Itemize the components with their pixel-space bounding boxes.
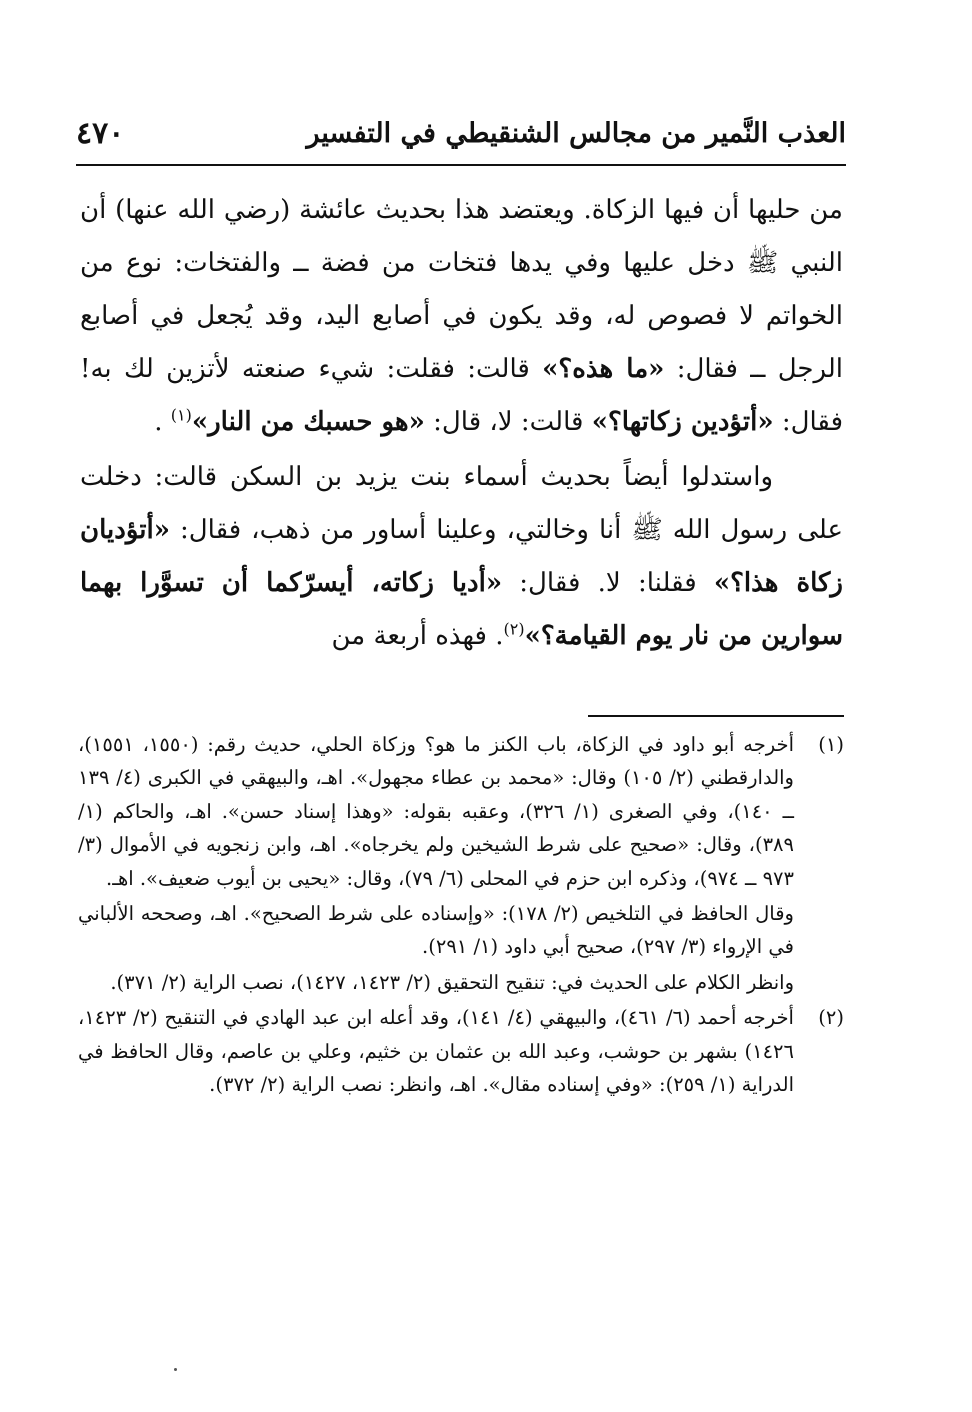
book-title: العذب النَّمير من مجالس الشنقيطي في التفسير: [306, 118, 846, 149]
footnote-text: وقال الحافظ في التلخيص (٢/ ١٧٨): «وإسناده على شرط الصحيح». اهـ، وصححه الألباني في الإرواء (٣/ ٢٩٧)، صحيح أبي داود (١/ ٢٩١).: [78, 902, 794, 959]
paragraph-1-end: .: [154, 407, 171, 437]
footnote-1: [78, 728, 844, 999]
footnote-text: وانظر الكلام على الحديث في: تنقيح التحقيق (٢/ ١٤٢٣، ١٤٢٧)، نصب الراية (٢/ ٣٧١).: [110, 970, 794, 994]
page-number: ٤٧٠: [76, 116, 125, 151]
footnote-number: (٢): [818, 1006, 844, 1030]
hadith-quote: «أتؤديان زكاة هذا؟»: [80, 515, 843, 598]
paragraph-2: [80, 451, 843, 663]
header-rule: [76, 164, 846, 166]
hadith-quote: «أتؤدين زكاتها؟»: [591, 407, 774, 437]
hadith-quote: «ما هذه؟»: [542, 354, 665, 384]
footnote-separator: [588, 715, 844, 717]
footnote-ref-1[interactable]: (١): [170, 405, 192, 425]
scan-speck: [174, 1368, 177, 1371]
footnote-body: [78, 1001, 794, 1101]
paragraph-1-text-c: قالت: لا، قال:: [424, 407, 592, 437]
running-header: [76, 112, 846, 164]
footnote-text: أخرجه أحمد (٦/ ٤٦١)، والبيهقي (٤/ ١٤١)، وقد أعله ابن عبد الهادي في التنقيح (٢/ ١٤٢٣، ١٤٢٦) بشهر بن حوشب، وعبد الله بن عثمان بن خثيم، وعلي بن عاصم، وقال الحافظ في الدراية (١/ ٢٥٩): «وفي إسناده مقال». اهـ، وانظر: نصب الراية (٢/ ٣٧٢).: [78, 1006, 794, 1097]
paragraph-2-text-a: واستدلوا أيضاً بحديث أسماء بنت يزيد بن السكن قالت: دخلت على رسول الله ﷺ أنا وخالتي، وعلينا أساور من ذهب، فقال:: [80, 462, 843, 545]
paragraph-1-text-b: قالت: فقلت: شيء صنعته لأتزين لك به! فقال:: [80, 354, 843, 437]
footnote-body: [78, 728, 794, 999]
footnote-ref-2[interactable]: (٢): [503, 619, 525, 639]
paragraph-1-text-a: من حليها أن فيها الزكاة. ويعتضد هذا بحديث عائشة (رضي الله عنها) أن النبي ﷺ دخل عليها وفي يدها فتخات من فضة ــ والفتخات: نوع من الخواتم لا فصوص له، وقد يكون في أصابع اليد، وقد يُجعل في أصابع الرجل ــ فقال:: [80, 195, 844, 384]
footnote-text: أخرجه أبو داود في الزكاة، باب الكنز ما هو؟ وزكاة الحلي، حديث رقم: (١٥٥٠، ١٥٥١)، والدارقطني (٢/ ١٠٥) وقال: «محمد بن عطاء مجهول». اهـ، والبيهقي في الكبرى (٤/ ١٣٩ ــ ١٤٠)، وفي الصغرى (١/ ٣٢٦)، وعقبه بقوله: «وهذا إسناد حسن». اهـ، والحاكم (١/ ٣٨٩)، وقال: «صحيح على شرط الشيخين ولم يخرجاه». اهـ، وابن زنجويه في الأموال (٣/ ٩٧٣ ــ ٩٧٤)، وذكره ابن حزم في المحلى (٦/ ٧٩)، وقال: «يحيى بن أيوب ضعيف». اهـ.: [78, 733, 794, 890]
hadith-quote: «هو حسبك من النار»: [191, 407, 425, 437]
footnotes: [78, 728, 844, 1101]
paragraph-2-text-b: فقلنا: لا. فقال:: [502, 568, 714, 598]
footnote-number: (١): [818, 733, 844, 756]
paragraph-1: [80, 184, 843, 449]
footnote-2: [78, 1001, 844, 1101]
main-text: [80, 184, 843, 663]
paragraph-2-text-c: . فهذه أربعة من: [331, 621, 504, 651]
hadith-quote: «أديا زكاته، أيسرّكما أن تسوَّرا بهما سوارين من نار يوم القيامة؟»: [80, 568, 843, 651]
